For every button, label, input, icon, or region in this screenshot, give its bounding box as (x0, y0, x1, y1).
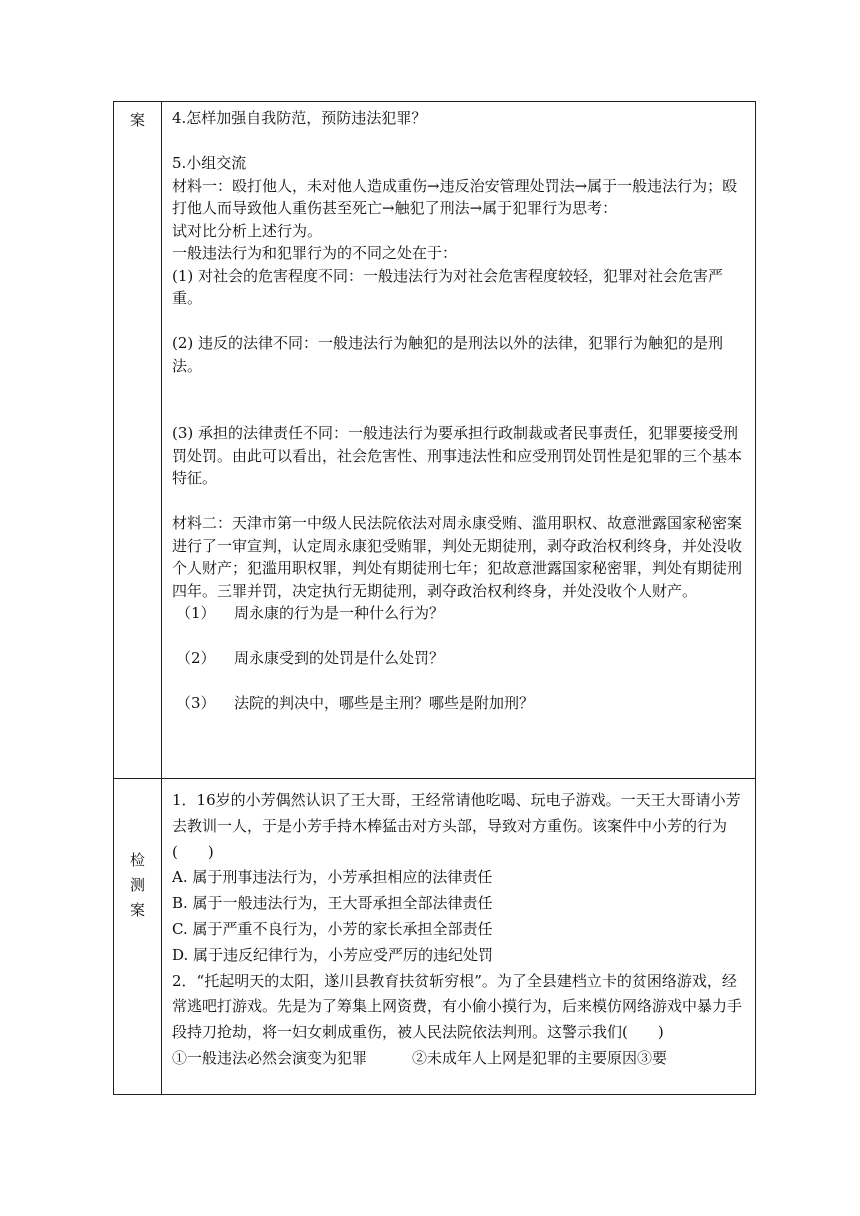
lesson-content-cell (172, 107, 750, 715)
question-number: （3） (176, 694, 216, 712)
material-two: 材料二：天津市第一中级人民法院依法对周永康受贿、滥用职权、故意泄露国家秘密案进行了一审宣判，认定周永康犯受贿罪，判处无期徒刑，剥夺政治权利终身，并处没收个人财产；犯滥用职权罪，判处有期徒刑七年；犯故意泄露国家秘密罪，判处有期徒刑四年。三罪并罚，决定执行无期徒刑，剥夺政治权利终身，并处没收个人财产。 (172, 514, 743, 600)
question-text: 周永康受到的处罚是什么处罚？ (234, 649, 445, 667)
test-item-2: 2．“托起明天的太阳，遂川县教育扶贫斩穷根”。为了全县建档立卡的贫困络游戏，经常逃吧打游戏。先是为了筹集上网资费，有小偷小摸行为，后来模仿网络游戏中暴力手段持刀抢劫，将一妇女刺成重伤，被人民法院依法判刑。这警示我们( ) (172, 971, 743, 1042)
group-discussion-title: 5.小组交流 (172, 154, 247, 172)
question-4: 4.怎样加强自我防范，预防违法犯罪？ (172, 109, 427, 127)
compare-prompt: 试对比分析上述行为。 (172, 221, 323, 240)
option-c: C. 属于严重不良行为，小芳的家长承担全部责任 (172, 919, 493, 938)
row-label-top: 案 (129, 111, 145, 129)
material-one: 材料一：殴打他人，未对他人造成重伤→违反治安管理处罚法→属于一般违法行为；殴打他人而导致他人重伤甚至死亡→触犯了刑法→属于犯罪行为思考： (172, 176, 738, 217)
question-item (172, 692, 750, 715)
option-a: A. 属于刑事违法行为，小芳承担相应的法律责任 (172, 868, 493, 887)
test-item-1: 1．16岁的小芳偶然认识了王大哥，王经常请他吃喝、玩电子游戏。一天王大哥请小芳去教训一人，于是小芳手持木棒猛击对方头部，导致对方重伤。该案件中小芳的行为( ) (172, 791, 741, 861)
test-item-2-options: ①一般违法必然会演变为犯罪 ②未成年人上网是犯罪的主要原因③要 (172, 1048, 668, 1067)
option-b: B. 属于一般违法行为，王大哥承担全部法律责任 (172, 894, 493, 913)
question-number: （2） (176, 649, 216, 667)
difference-3: (3) 承担的法律责任不同：一般违法行为要承担行政制裁或者民事责任，犯罪要接受刑罚处罚。由此可以看出，社会危害性、刑事违法性和应受刑罚处罚性是犯罪的三个基本特征。 (172, 424, 743, 487)
question-number: （1） (176, 604, 216, 622)
option-d: D. 属于违反纪律行为，小芳应受严厉的违纪处罚 (172, 945, 494, 964)
column-divider (161, 102, 162, 1094)
test-content-cell (172, 788, 750, 1072)
difference-2: (2) 违反的法律不同：一般违法行为触犯的是刑法以外的法律，犯罪行为触犯的是刑法。 (172, 334, 724, 375)
lesson-table (113, 101, 756, 1095)
question-item (172, 602, 750, 625)
row-label-bottom: 检 测 案 (129, 851, 145, 919)
difference-1: (1) 对社会的危害程度不同：一般违法行为对社会危害程度较轻，犯罪对社会危害严重。 (172, 266, 724, 307)
question-text: 法院的判决中，哪些是主刑？哪些是附加刑？ (234, 694, 535, 712)
row-divider (114, 778, 755, 779)
question-text: 周永康的行为是一种什么行为？ (234, 604, 445, 622)
question-item (172, 647, 750, 670)
difference-intro: 一般违法行为和犯罪行为的不同之处在于： (172, 244, 458, 262)
